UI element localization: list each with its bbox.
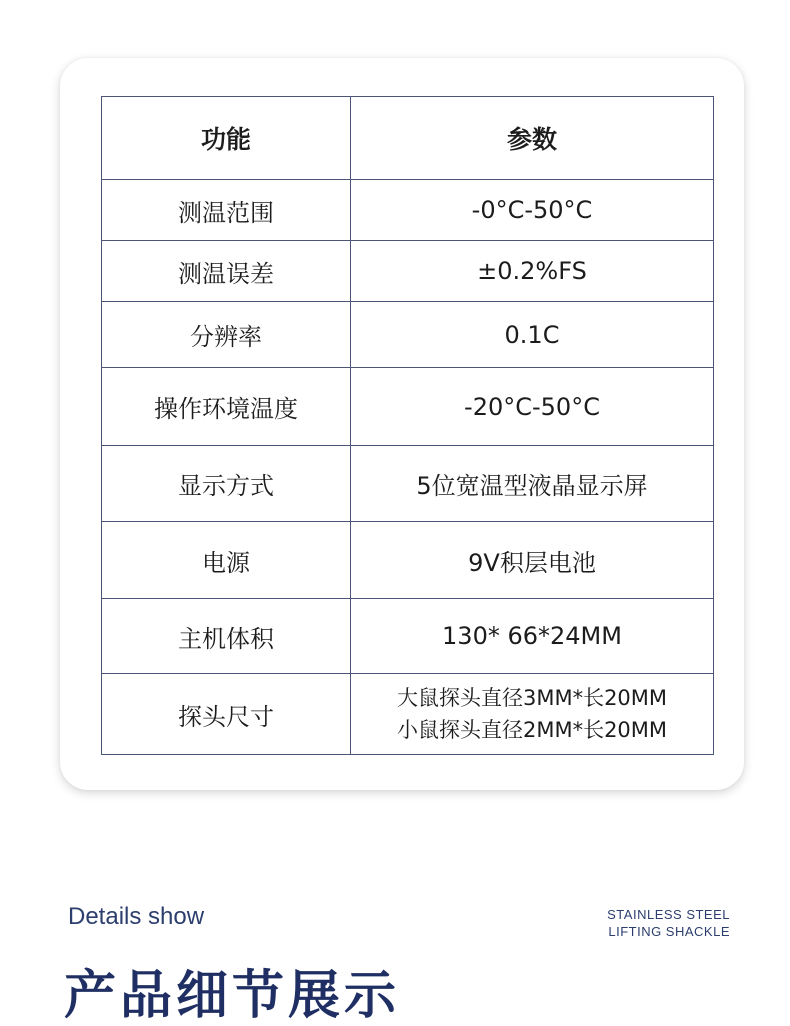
row-name: 测温误差: [102, 241, 351, 302]
row-value: -20°C-50°C: [351, 368, 714, 446]
row-value: ±0.2%FS: [351, 241, 714, 302]
table-row: [102, 302, 714, 368]
header-function: 功能: [102, 97, 351, 180]
table-row: [102, 368, 714, 446]
table-header-row: [102, 97, 714, 180]
row-value: -0°C-50°C: [351, 180, 714, 241]
table-row: [102, 241, 714, 302]
row-name: 操作环境温度: [102, 368, 351, 446]
spec-table: [101, 96, 714, 755]
tagline: [607, 906, 730, 940]
table-row: [102, 674, 714, 755]
row-value: [351, 674, 714, 755]
tagline-line: LIFTING SHACKLE: [608, 924, 730, 939]
tagline-line: STAINLESS STEEL: [607, 907, 730, 922]
table-row: [102, 180, 714, 241]
section-title: 产品细节展示: [64, 966, 401, 1026]
row-value-line: 大鼠探头直径3MM*长20MM: [396, 686, 668, 710]
row-value: 9V积层电池: [351, 522, 714, 599]
table-row: [102, 522, 714, 599]
table-row: [102, 599, 714, 674]
row-name: 主机体积: [102, 599, 351, 674]
row-name: 测温范围: [102, 180, 351, 241]
header-parameter: 参数: [351, 97, 714, 180]
row-value: 0.1C: [351, 302, 714, 368]
details-show-label: Details show: [68, 903, 205, 930]
row-name: 电源: [102, 522, 351, 599]
row-value-line: 小鼠探头直径2MM*长20MM: [396, 718, 668, 742]
row-name: 探头尺寸: [102, 674, 351, 755]
row-value: 5位宽温型液晶显示屏: [351, 446, 714, 522]
row-value: 130* 66*24MM: [351, 599, 714, 674]
table-row: [102, 446, 714, 522]
row-name: 分辨率: [102, 302, 351, 368]
row-name: 显示方式: [102, 446, 351, 522]
